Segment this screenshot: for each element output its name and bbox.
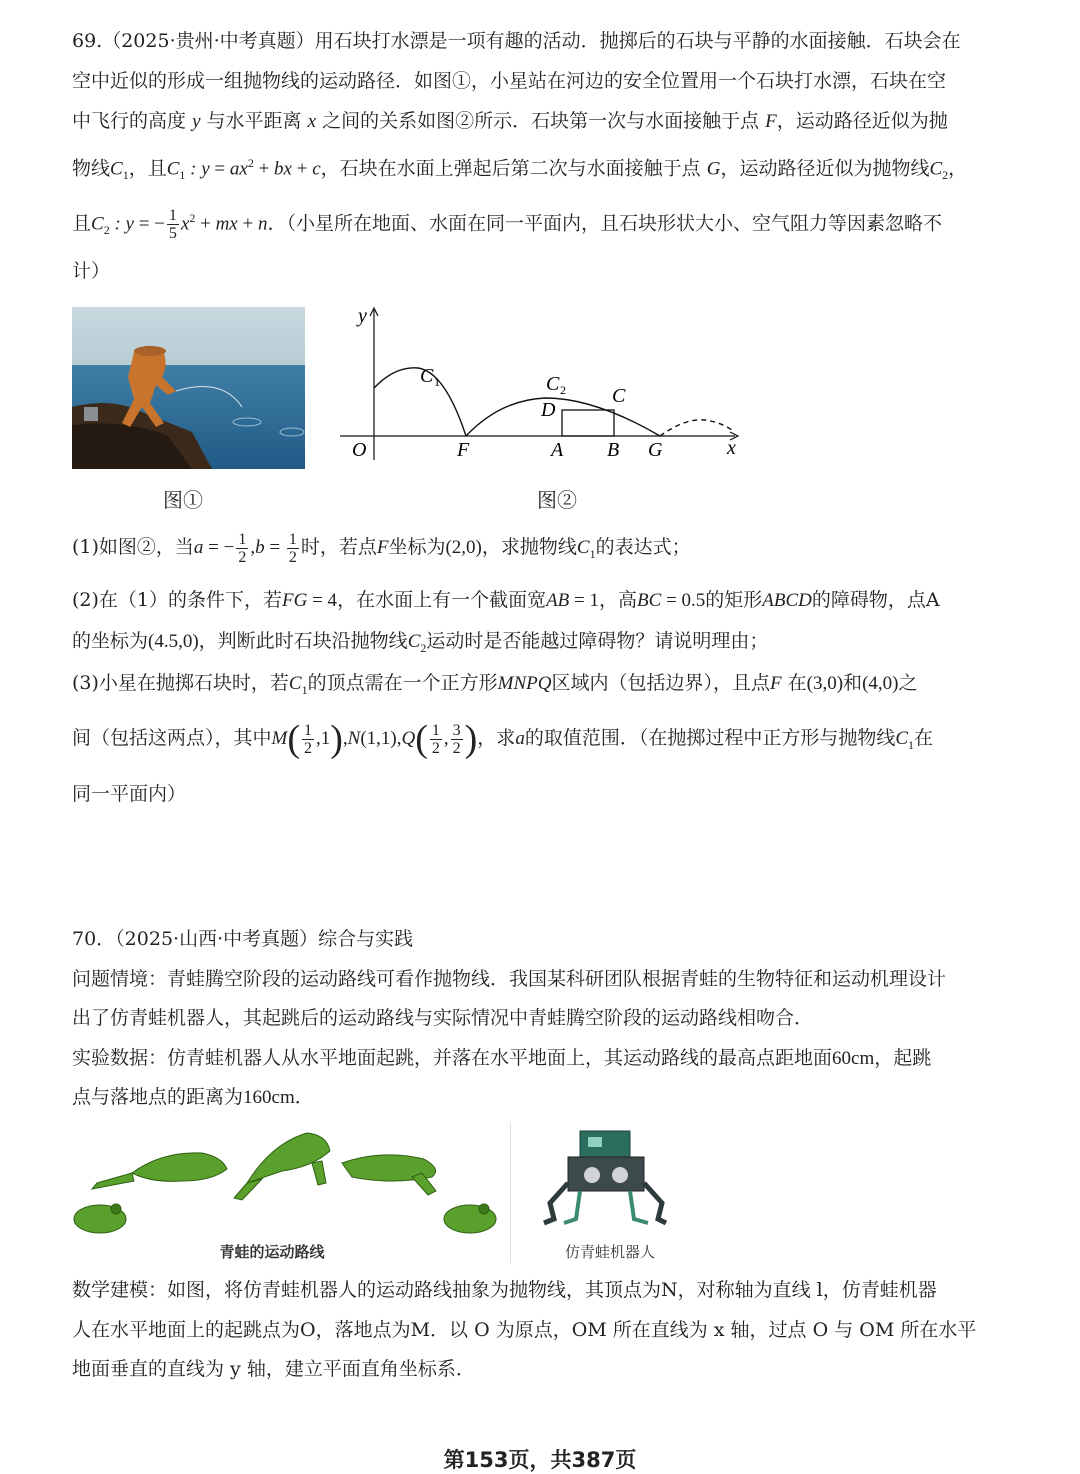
label-c1-sub: 1 [434,375,440,389]
q69-sub-2-line-1: (2)在（1）的条件下，若FG = 4，在水面上有一个截面宽AB = 1，高BC = 0.5的矩形ABCD的障碍物，点A [72,589,940,611]
label-b: B [607,439,620,461]
label-x: x [727,437,736,459]
label-y: y [358,305,367,327]
figure-1-illustration [72,307,305,469]
label-o: O [352,439,367,461]
label-d: D [541,399,556,421]
q70-line-2: 出了仿青蛙机器人，其起跳后的运动路线与实际情况中青蛙腾空阶段的运动路线相吻合． [72,1007,814,1029]
parabola-dashed [660,420,732,436]
label-c2: C [546,373,560,395]
q69-line-6: 计） [72,260,111,282]
q69-line-1: 69.（2025·贵州·中考真题）用石块打水漂是一项有趣的活动．抛掷后的石块与平静的水面接触．石块会在 [72,30,961,52]
frog-motion-illustration [72,1123,511,1263]
q69-line-2: 空中近似的形成一组抛物线的运动路径．如图①，小星站在河边的安全位置用一个石块打水漂，石块在空 [72,70,947,92]
obstacle-rect [562,410,614,436]
label-c: C [612,385,626,407]
q70-line-7: 地面垂直的直线为 y 轴，建立平面直角坐标系． [72,1358,475,1380]
q70-line-1: 问题情境：青蛙腾空阶段的运动路线可看作抛物线．我国某科研团队根据青蛙的生物特征和运动机理设计 [72,968,947,990]
frog-motion-caption: 青蛙的运动路线 [219,1243,325,1261]
robot-frog-caption: 仿青蛙机器人 [564,1243,655,1261]
q70-line-6: 人在水平地面上的起跳点为O，落地点为M．以 O 为原点，OM 所在直线为 x 轴，过点 O 与 OM 所在水平 [72,1319,977,1341]
figure-2-graph [340,302,745,467]
q69-sub-2-line-2: 的坐标为(4.5,0)，判断此时石块沿抛物线$C_2$运动时是否能越过障碍物？请说明理由； [72,630,769,655]
label-c1: C [420,365,434,387]
figure-2-caption: 图② [537,488,577,512]
page-footer: 第153页，共387页 [443,1448,637,1472]
q69-sub-3-line-3: 同一平面内） [72,783,187,805]
parabola-c2 [466,398,660,436]
robot-frog-illustration [540,1123,680,1263]
q69-sub-3-line-2: 间（包括这两点），其中M( $\frac{1}{2}$ ,1),N(1,1),Q( $\frac{1}{2}$ , $\frac{3}{2}$ )，求a的取值范围．（在抛掷过程中正方形与抛物线$C_1$在 [72,718,934,760]
figure-1-caption: 图① [163,488,203,512]
q70-line-5: 数学建模：如图，将仿青蛙机器人的运动路线抽象为抛物线，其顶点为N，对称轴为直线 l，仿青蛙机器 [72,1279,937,1301]
q69-line-5: 且$C_2$ : y = − $\frac{1}{5}$ $x^2$ + mx + n．（小星所在地面、水面在同一平面内，且石块形状大小、空气阻力等因素忽略不 [72,206,942,242]
label-c2-sub: 2 [560,383,566,397]
label-a: A [551,439,564,461]
label-f: F [457,439,470,461]
q70-title: 70．（2025·山西·中考真题）综合与实践 [72,928,414,950]
q69-sub-3-line-1: (3)小星在抛掷石块时，若$C_1$的顶点需在一个正方形MNPQ区域内（包括边界），且点F 在(3,0)和(4,0)之 [72,672,918,697]
q69-line-4: 物线$C_1$，且$C_1$ : $y = ax^2$ + bx + c，石块在水面上弹起后第二次与水面接触于点 G，运动路径近似为抛物线$C_2$， [72,156,968,183]
q70-line-4: 点与落地点的距离为160cm． [72,1086,314,1108]
label-g: G [648,439,663,461]
q69-line-3: 中飞行的高度 y 与水平距离 x 之间的关系如图②所示．石块第一次与水面接触于点 F，运动路径近似为抛 [72,110,948,132]
q70-line-3: 实验数据：仿青蛙机器人从水平地面起跳，并落在水平地面上，其运动路线的最高点距地面60cm，起跳 [72,1047,932,1069]
q69-sub-1: (1)如图②，当a = − $\frac{1}{2}$ ,b = $\frac{1}{2}$ 时，若点F坐标为(2,0)，求抛物线$C_1$的表达式； [72,530,691,566]
